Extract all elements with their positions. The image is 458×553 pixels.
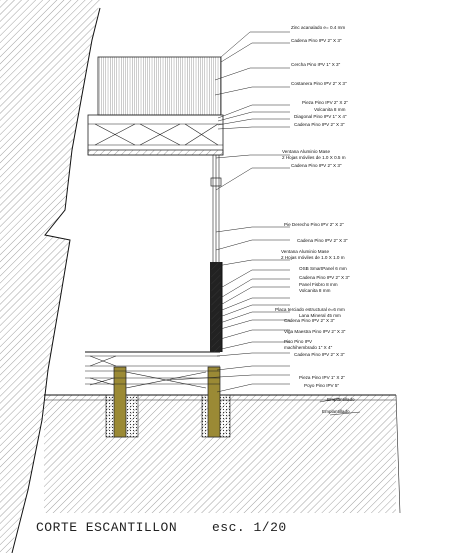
label-emplantillado-1: Emplantillado xyxy=(327,397,355,402)
label-volcanita-1: Volcanita 8 mm xyxy=(314,107,346,112)
label-ventana-2-sub: 2 Hojas móviles de 1.0 X 1.0 m xyxy=(281,255,345,260)
label-cercha: Cercha Pino IPV 1" X 3" xyxy=(291,62,341,67)
label-cadena-2: Cadena Pino IPV 2" X 3" xyxy=(294,122,345,127)
label-cadena-1: Cadena Pino IPV 2" X 3" xyxy=(291,38,342,43)
label-ventana-2: Ventana Aluminio Mase xyxy=(281,249,330,254)
label-osb: OSB SmartPanel 6 mm xyxy=(299,266,347,271)
label-cadena-5: Cadena Pino IPV 2" X 3" xyxy=(299,275,350,280)
labels xyxy=(275,25,355,414)
drawing-title: CORTE ESCANTILLON xyxy=(36,520,178,535)
label-emplantillado-2: Emplantillado xyxy=(322,409,350,414)
footing-left xyxy=(106,367,138,437)
label-piso: Piso Pino IPV xyxy=(284,339,313,344)
label-poyo: Poyo Pino IPV 5" xyxy=(304,383,340,388)
label-diagonal: Diagonal Pino IPV 1" X 4" xyxy=(294,114,347,119)
label-pie-derecho: Pie Derecho Pino IPV 2" X 2" xyxy=(284,222,344,227)
drawing-scale: esc. 1/20 xyxy=(212,520,287,535)
truss-band xyxy=(88,115,223,155)
label-zinc: Zinc acanalado e= 0.4 mm xyxy=(291,25,346,30)
label-panel-fisbro: Panel Fisbro 8 mm xyxy=(299,282,338,287)
label-lana-mineral: Lana Mineral 45 mm xyxy=(299,313,341,318)
wall-upper xyxy=(211,155,221,262)
label-cadena-7: Cadena Pino IPV 2" X 3" xyxy=(294,352,345,357)
label-cadena-6: Cadena Pino IPV 2" X 3" xyxy=(284,318,335,323)
label-volcanita-2: Volcanita 8 mm xyxy=(299,288,331,293)
label-viga-maestra: Viga Maestra Pino IPV 2" X 3" xyxy=(284,329,346,334)
roof-sheet xyxy=(98,57,221,115)
label-pieza-2: Pieza Pino IPV 1" X 2" xyxy=(299,375,345,380)
title-block xyxy=(36,520,287,535)
label-placa-terciado: Placa terciado estructural e=6 mm xyxy=(275,307,345,312)
label-ventana-1: Ventana Aluminio Mase xyxy=(282,149,331,154)
label-ventana-1-sub: 2 Hojas móviles de 1.0 X 0.5 m xyxy=(282,155,346,160)
label-piso-sub: machihembrado 1" X 4" xyxy=(284,345,333,350)
floor-structure xyxy=(85,352,220,388)
label-costanera: Costanera Pino IPV 2" X 3" xyxy=(291,81,347,86)
wall-lower xyxy=(210,262,222,352)
label-cadena-4: Cadena Pino IPV 2" X 3" xyxy=(297,238,348,243)
label-cadena-3: Cadena Pino IPV 2" X 3" xyxy=(291,163,342,168)
footing-right xyxy=(202,367,230,437)
label-pieza-1: Pieza Pino IPV 2" X 2" xyxy=(302,100,348,105)
